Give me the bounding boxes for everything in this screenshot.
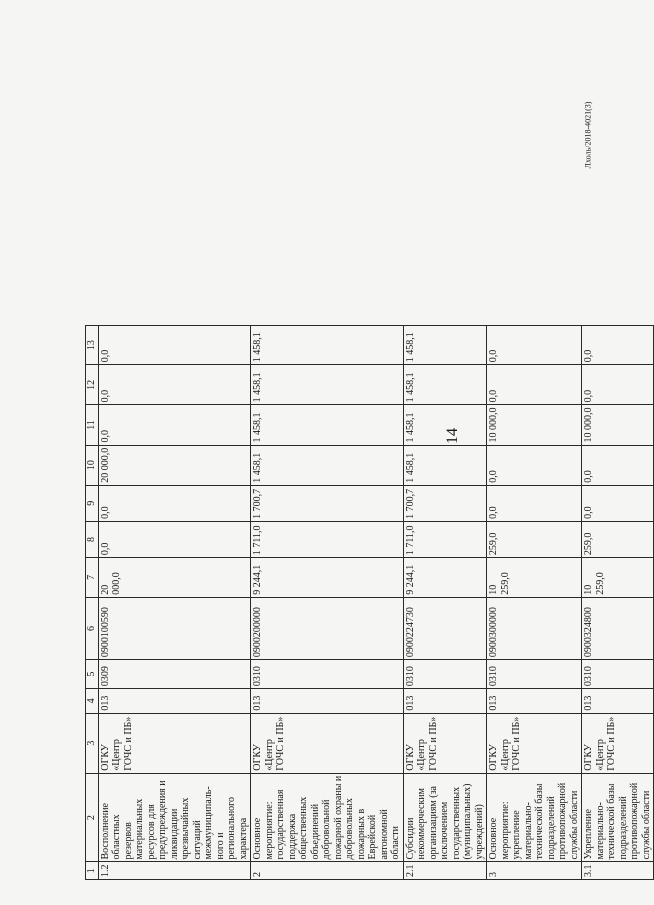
table-cell: 0310 [251,660,404,689]
table-cell: 0,0 [98,326,251,365]
table-cell: 0900324800 [582,597,654,659]
header-cell: 1 [86,862,99,880]
table-cell: ОГКУ «Центр ГОЧС и ПБ» [487,713,582,773]
header-cell: 6 [86,597,99,659]
table-cell: 1 458,1 [403,405,487,445]
table-cell: 013 [251,689,404,713]
table-cell: 0,0 [582,365,654,405]
table-cell: 1 711,0 [403,521,487,557]
table-cell: 1 700,7 [403,485,487,521]
table-row [98,326,251,880]
table-row [582,326,654,880]
table-cell: 013 [582,689,654,713]
table-cell: 3 [487,862,582,880]
table-cell: 1.2 [98,862,251,880]
header-cell: 10 [86,445,99,485]
table-cell: 10 259,0 [487,558,582,598]
table-cell: 0,0 [98,405,251,445]
table-cell: 0,0 [487,485,582,521]
header-cell: 5 [86,660,99,689]
table-cell: 0900100590 [98,597,251,659]
table-cell: 013 [98,689,251,713]
header-cell: 11 [86,405,99,445]
table-cell: ОГКУ «Центр ГОЧС и ПБ» [98,713,251,773]
table-cell: ОГКУ «Центр ГОЧС и ПБ» [582,713,654,773]
table-cell: Субсидии некоммерческим организациям (за исключением государственных (муниципальных) учреждений) [403,773,487,862]
table-cell: 1 458,1 [403,326,487,365]
table-cell: 0310 [582,660,654,689]
table-cell: 1 700,7 [251,485,404,521]
table-cell: 10 000,0 [582,405,654,445]
table-cell: 013 [487,689,582,713]
header-cell: 4 [86,689,99,713]
table-cell: Основное мероприятие: укрепление материально-технической базы подразделений противопожарной службы области [487,773,582,862]
table-cell: 20 000,0 [98,445,251,485]
table-cell: 1 458,1 [403,445,487,485]
table-cell: 2 [251,862,404,880]
table-cell: 2.1 [403,862,487,880]
table-cell: 1 458,1 [251,445,404,485]
table-cell: Укрепление материально-технической базы подразделений противопожарной службы области [582,773,654,862]
table-cell: 0,0 [487,445,582,485]
document-code: Лхоль/2018-4021(3) [583,101,593,169]
page-number: 14 [444,428,461,444]
table-cell: 0309 [98,660,251,689]
table-cell: 0,0 [98,485,251,521]
table-cell: 0310 [403,660,487,689]
table-cell: 1 458,1 [251,326,404,365]
table-cell: 013 [403,689,487,713]
table-cell: 0900300000 [487,597,582,659]
budget-table [85,325,654,880]
table-cell: 9 244,1 [251,558,404,598]
table-cell: 9 244,1 [403,558,487,598]
table-cell: 1 458,1 [403,365,487,405]
header-cell: 8 [86,521,99,557]
table-cell: ОГКУ «Центр ГОЧС и ПБ» [403,713,487,773]
table-cell: 0,0 [582,326,654,365]
header-cell: 12 [86,365,99,405]
table-row [251,326,404,880]
table-cell: 0,0 [487,326,582,365]
table-cell: 0,0 [582,445,654,485]
table-cell: ОГКУ «Центр ГОЧС и ПБ» [251,713,404,773]
table-row [487,326,582,880]
table-cell: 1 711,0 [251,521,404,557]
table-cell: 20 000,0 [98,558,251,598]
table-cell: 10 259,0 [582,558,654,598]
table-cell: 10 000,0 [487,405,582,445]
header-cell: 3 [86,713,99,773]
header-cell: 13 [86,326,99,365]
header-cell: 2 [86,773,99,862]
table-header-row [86,326,99,880]
table-cell: 0310 [487,660,582,689]
table-cell: 259,0 [582,521,654,557]
table-cell: 259,0 [487,521,582,557]
table-cell: 1 458,1 [251,405,404,445]
table-row [403,326,487,880]
table-cell: Основное мероприятие: государственная поддержка общественных объединений добровольной пожарной охраны и добровольных пожарных в Еврейской автономной области [251,773,404,862]
table-cell: 0900200000 [251,597,404,659]
table-cell: 3.1 [582,862,654,880]
table-cell: 0900224730 [403,597,487,659]
table-cell: 1 458,1 [251,365,404,405]
rotated-table-container [85,325,654,880]
header-cell: 7 [86,558,99,598]
table-cell: 0,0 [487,365,582,405]
table-cell: 0,0 [98,365,251,405]
table-cell: Восполнение областных резервов материальных ресурсов для предупреждения и ликвидации чрезвычайных ситуаций межмуниципаль-ного и регионального характера [98,773,251,862]
header-cell: 9 [86,485,99,521]
table-cell: 0,0 [98,521,251,557]
table-cell: 0,0 [582,485,654,521]
